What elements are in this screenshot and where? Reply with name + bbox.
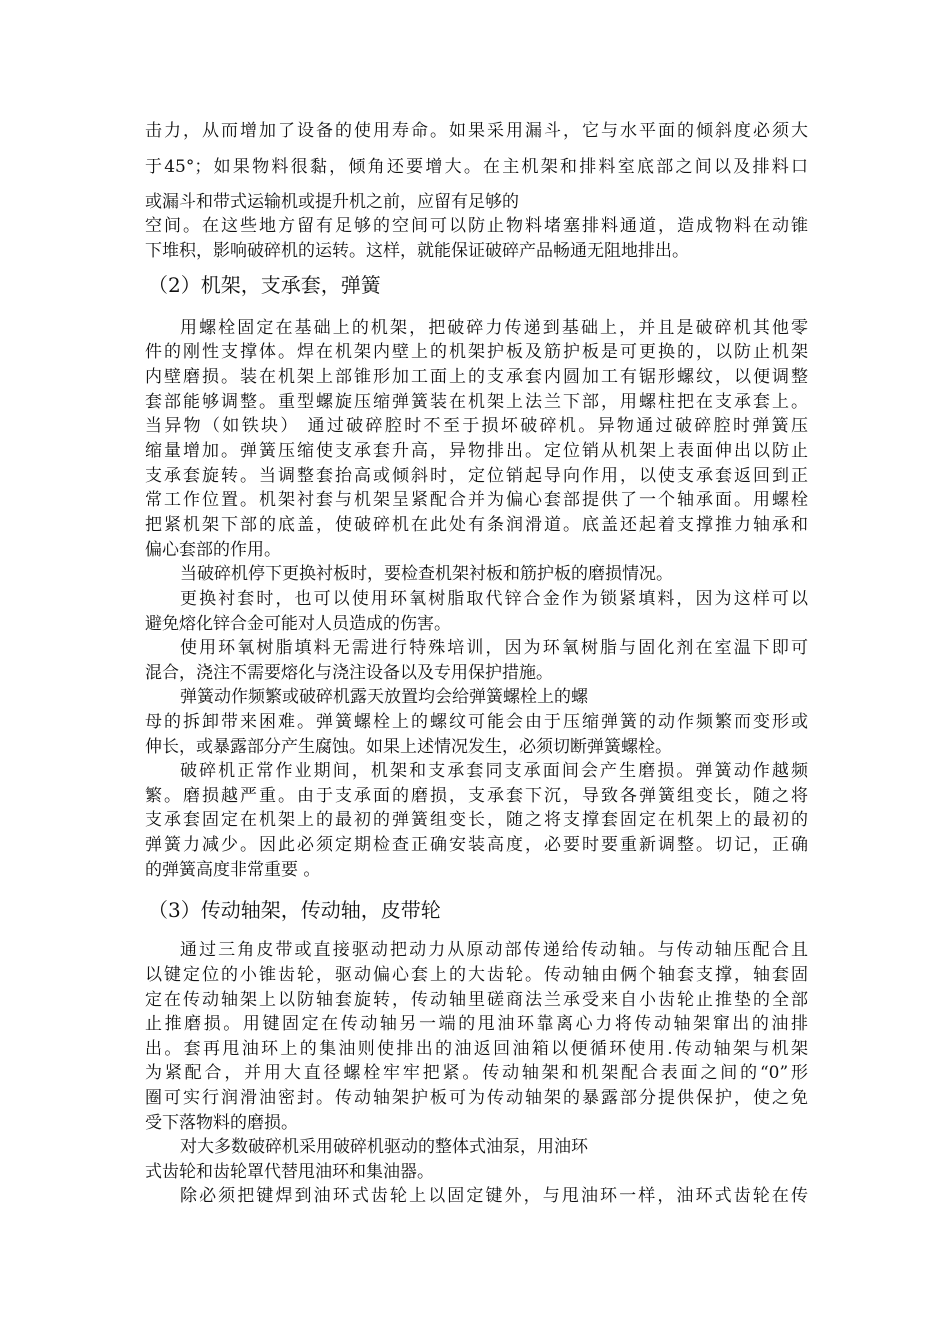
- text-line: 缩量增加。弹簧压缩使支承套升高，异物排出。定位销从机架上表面伸出以防止: [145, 441, 808, 461]
- text-line: 空间。在这些地方留有足够的空间可以防止物料堵塞排料通道，造成物料在动锥: [145, 216, 808, 236]
- text-line: 下堆积，影响破碎机的运转。这样，就能保证破碎产品畅通无阻地排出。: [145, 241, 689, 261]
- text-line: 除必须把键焊到油环式齿轮上以固定键外，与甩油环一样，油环式齿轮在传: [180, 1186, 808, 1206]
- text-line: 对大多数破碎机采用破碎机驱动的整体式油泵，用油环: [180, 1137, 588, 1157]
- text-line: 出。套再甩油环上的集油则使排出的油返回油箱以便循环使用.传动轴架与机架: [145, 1039, 808, 1059]
- text-line: 破碎机正常作业期间，机架和支承套同支承面间会产生磨损。弹簧动作越频: [180, 761, 808, 781]
- text-line: 混合，浇注不需要熔化与浇注设备以及专用保护措施。: [145, 663, 553, 683]
- text-line: 内壁磨损。装在机架上部锥形加工面上的支承套内圆加工有锯形螺纹，以便调整: [145, 367, 808, 387]
- text-line: 击力，从而增加了设备的使用寿命。如果采用漏斗，它与水平面的倾斜度必须大: [145, 121, 808, 141]
- text-line: 用螺栓固定在基础上的机架，把破碎力传递到基础上，并且是破碎机其他零: [180, 318, 808, 338]
- text-line: 以键定位的小锥齿轮，驱动偏心套上的大齿轮。传动轴由俩个轴套支撑，轴套固: [145, 965, 808, 985]
- text-line: 式齿轮和齿轮罩代替甩油环和集油器。: [145, 1162, 434, 1182]
- text-line: 当破碎机停下更换衬板时，要检查机架衬板和筋护板的磨损情况。: [180, 564, 673, 584]
- text-line: 使用环氧树脂填料无需进行特殊培训，因为环氧树脂与固化剂在室温下即可: [180, 638, 808, 658]
- text-line: 伸长，或暴露部分产生腐蚀。如果上述情况发生，必须切断弹簧螺栓。: [145, 737, 672, 757]
- text-line: 当异物（如铁块） 通过破碎腔时不至于损坏破碎机。异物通过破碎腔时弹簧压: [145, 416, 808, 436]
- text-line: 为紧配合，并用大直径螺栓牢牢把紧。传动轴架和机架配合表面之间的“0”形: [145, 1063, 808, 1083]
- text-line: 常工作位置。机架衬套与机架呈紧配合并为偏心套部提供了一个轴承面。用螺栓: [145, 490, 808, 510]
- text-line: 或漏斗和带式运输机或提升机之前，应留有足够的: [145, 192, 519, 212]
- text-line: 于45°；如果物料很黏，倾角还要增大。在主机架和排料室底部之间以及排料口: [145, 157, 808, 177]
- text-line: 圈可实行润滑油密封。传动轴架护板可为传动轴架的暴露部分提供保护，使之免: [145, 1088, 808, 1108]
- text-line: 繁。磨损越严重。由于支承面的磨损，支承套下沉，导致各弹簧组变长，随之将: [145, 786, 808, 806]
- text-line: 的弹簧高度非常重要 。: [145, 860, 321, 880]
- text-line: 通过三角皮带或直接驱动把动力从原动部传递给传动轴。与传动轴压配合且: [180, 940, 808, 960]
- text-line: 受下落物料的磨损。: [145, 1113, 298, 1133]
- text-line: 把紧机架下部的底盖，使破碎机在此处有条润滑道。底盖还起着支撑推力轴承和: [145, 515, 808, 535]
- text-line: 弹簧动作频繁或破碎机露天放置均会给弹簧螺栓上的螺: [180, 687, 588, 707]
- text-line: 套部能够调整。重型螺旋压缩弹簧装在机架上法兰下部，用螺柱把在支承套上。: [145, 392, 808, 412]
- text-line: 偏心套部的作用。: [145, 540, 281, 560]
- text-line: 支承套固定在机架上的最初的弹簧组变长，随之将支撑套固定在机架上的最初的: [145, 810, 808, 830]
- text-line: 支承套旋转。当调整套抬高或倾斜时，定位销起导向作用，以使支承套返回到正: [145, 466, 808, 486]
- text-line: 止推磨损。用键固定在传动轴另一端的甩油环靠离心力将传动轴架窜出的油排: [145, 1014, 808, 1034]
- text-line: 件的刚性支撑体。焊在机架内壁上的机架护板及筋护板是可更换的，以防止机架: [145, 342, 808, 362]
- text-line: 弹簧力减少。因此必须定期检查正确安装高度，必要时要重新调整。切记，正确: [145, 835, 808, 855]
- text-line: 母的拆卸带来困难。弹簧螺栓上的螺纹可能会由于压缩弹簧的动作频繁而变形或: [145, 712, 808, 732]
- text-line: 避免熔化锌合金可能对人员造成的伤害。: [145, 614, 451, 634]
- section-heading: （2）机架，支承套，弹簧: [148, 273, 381, 297]
- text-line: 更换衬套时，也可以使用环氧树脂取代锌合金作为锁紧填料，因为这样可以: [180, 589, 808, 609]
- section-heading: （3）传动轴架，传动轴，皮带轮: [148, 898, 441, 922]
- text-line: 定在传动轴架上以防轴套旋转，传动轴里磋商法兰承受来自小齿轮止推垫的全部: [145, 990, 808, 1010]
